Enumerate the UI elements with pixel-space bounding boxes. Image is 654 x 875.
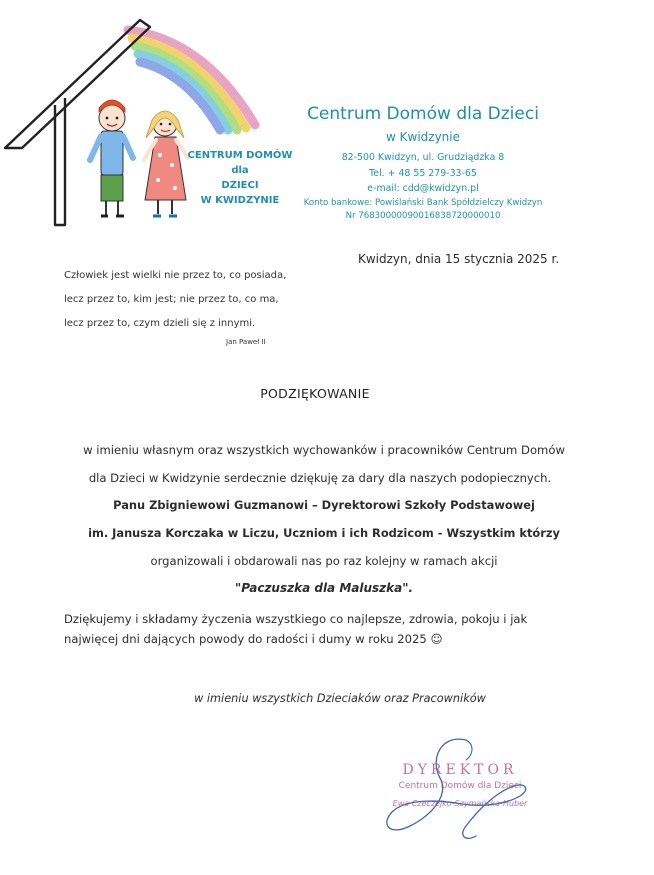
logo-text (180, 148, 300, 208)
house-roof-outline (5, 20, 150, 225)
body-line: w imieniu własnym oraz wszystkich wychowanków i pracowników Centrum Domów (83, 443, 565, 457)
closing-line: w imieniu wszystkich Dzieciaków oraz Pracowników (194, 692, 486, 705)
org-address: 82-500 Kwidzyn, ul. Grudziądzka 8 (341, 152, 505, 163)
body-line: dla Dzieci w Kwidzynie serdecznie dziękuję za dary dla naszych podopiecznych. (88, 471, 552, 485)
body-line: organizowali i obdarowali nas po raz kolejny w ramach akcji (150, 554, 498, 568)
org-phone: Tel. + 48 55 279-33-65 (369, 168, 477, 179)
org-city: w Kwidzynie (386, 130, 460, 144)
letter-title: PODZIĘKOWANIE (260, 386, 370, 401)
logo-text-line: W KWIDZYNIE (200, 195, 280, 206)
boy-drawing (90, 100, 133, 216)
logo-text-line: CENTRUM DOMÓW (187, 150, 293, 161)
letter-date: Kwidzyn, dnia 15 stycznia 2025 r. (358, 252, 560, 266)
quote-line: lecz przez to, kim jest; nie przez to, co ma, (64, 294, 279, 305)
org-email: e-mail: cdd@kwidzyn.pl (367, 183, 479, 194)
org-account: Nr 76830000090016838720000010 (345, 211, 501, 221)
stamp-org: Centrum Domów dla Dzieci (398, 781, 522, 791)
org-name: Centrum Domów dla Dzieci (307, 104, 539, 124)
quote-author: Jan Paweł II (226, 338, 266, 346)
stamp-name: Ewa Czeczejko-Szymańska-Huber (392, 799, 528, 808)
body-line-recipient: im. Janusza Korczaka w Liczu, Uczniom i ich Rodzicom - Wszystkim którzy (88, 526, 560, 540)
logo-text-line: dla (231, 165, 249, 176)
quote-line: lecz przez to, czym dzieli się z innymi. (64, 318, 256, 329)
rainbow-graphic (128, 30, 255, 130)
body-line-recipient: Panu Zbigniewowi Guzmanowi – Dyrektorowi Szkoły Podstawowej (113, 498, 535, 512)
org-bank: Konto bankowe: Powiślański Bank Spółdzielczy Kwidzyn (303, 198, 543, 208)
body-line: Dziękujemy i składamy życzenia wszystkiego co najlepsze, zdrowia, pokoju i jak (64, 612, 528, 626)
action-name: "Paczuszka dla Maluszka". (234, 581, 414, 595)
handwritten-signature (370, 730, 540, 845)
quote-line: Człowiek jest wielki nie przez to, co posiada, (64, 270, 287, 281)
body-line: najwięcej dni dających powody do radości i dumy w roku 2025 ☺ (64, 632, 443, 646)
logo-text-line: DZIECI (221, 180, 259, 191)
stamp-title: DYREKTOR (402, 762, 518, 778)
